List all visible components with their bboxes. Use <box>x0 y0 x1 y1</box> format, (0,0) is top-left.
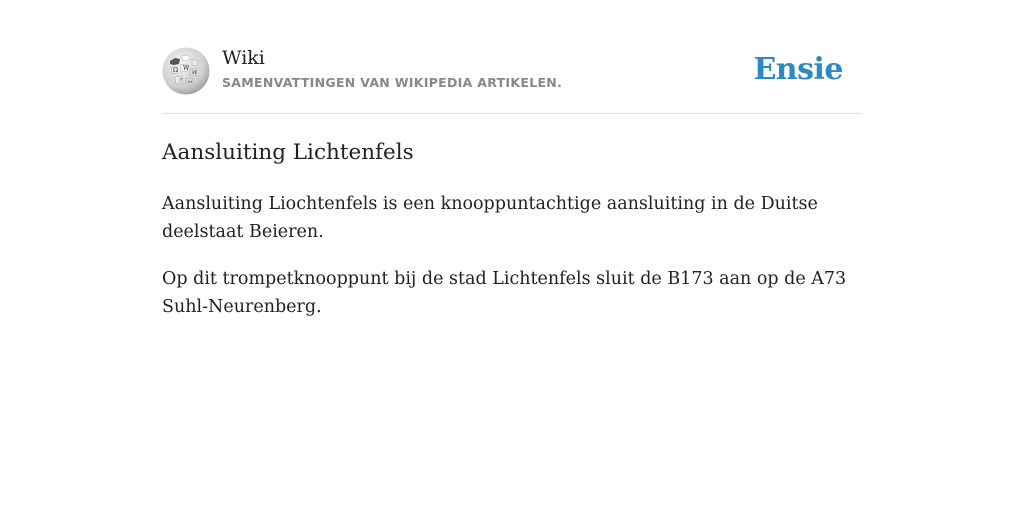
site-title[interactable]: Wiki <box>222 47 265 69</box>
article-body <box>162 190 862 340</box>
site-tagline: SAMENVATTINGEN VAN WIKIPEDIA ARTIKELEN. <box>222 75 563 90</box>
article-paragraph: Op dit trompetknooppunt bij de stad Lichtenfels sluit de B173 aan op de A73 Suhl-Neurenberg. <box>162 269 847 317</box>
svg-text:И: И <box>192 70 197 76</box>
svg-text:ク: ク <box>178 78 184 84</box>
svg-text:ω: ω <box>188 79 193 85</box>
page <box>162 0 862 317</box>
article-paragraph: Aansluiting Liochtenfels is een knooppuntachtige aansluiting in de Duitse deelstaat Beieren. <box>162 194 818 242</box>
svg-text:W: W <box>183 65 190 72</box>
article-title: Aansluiting Lichtenfels <box>162 140 414 165</box>
ensie-brand-link[interactable]: Ensie <box>753 52 843 87</box>
site-header <box>162 0 862 114</box>
wikipedia-globe-icon[interactable] <box>162 47 210 95</box>
svg-text:Ω: Ω <box>173 67 178 74</box>
